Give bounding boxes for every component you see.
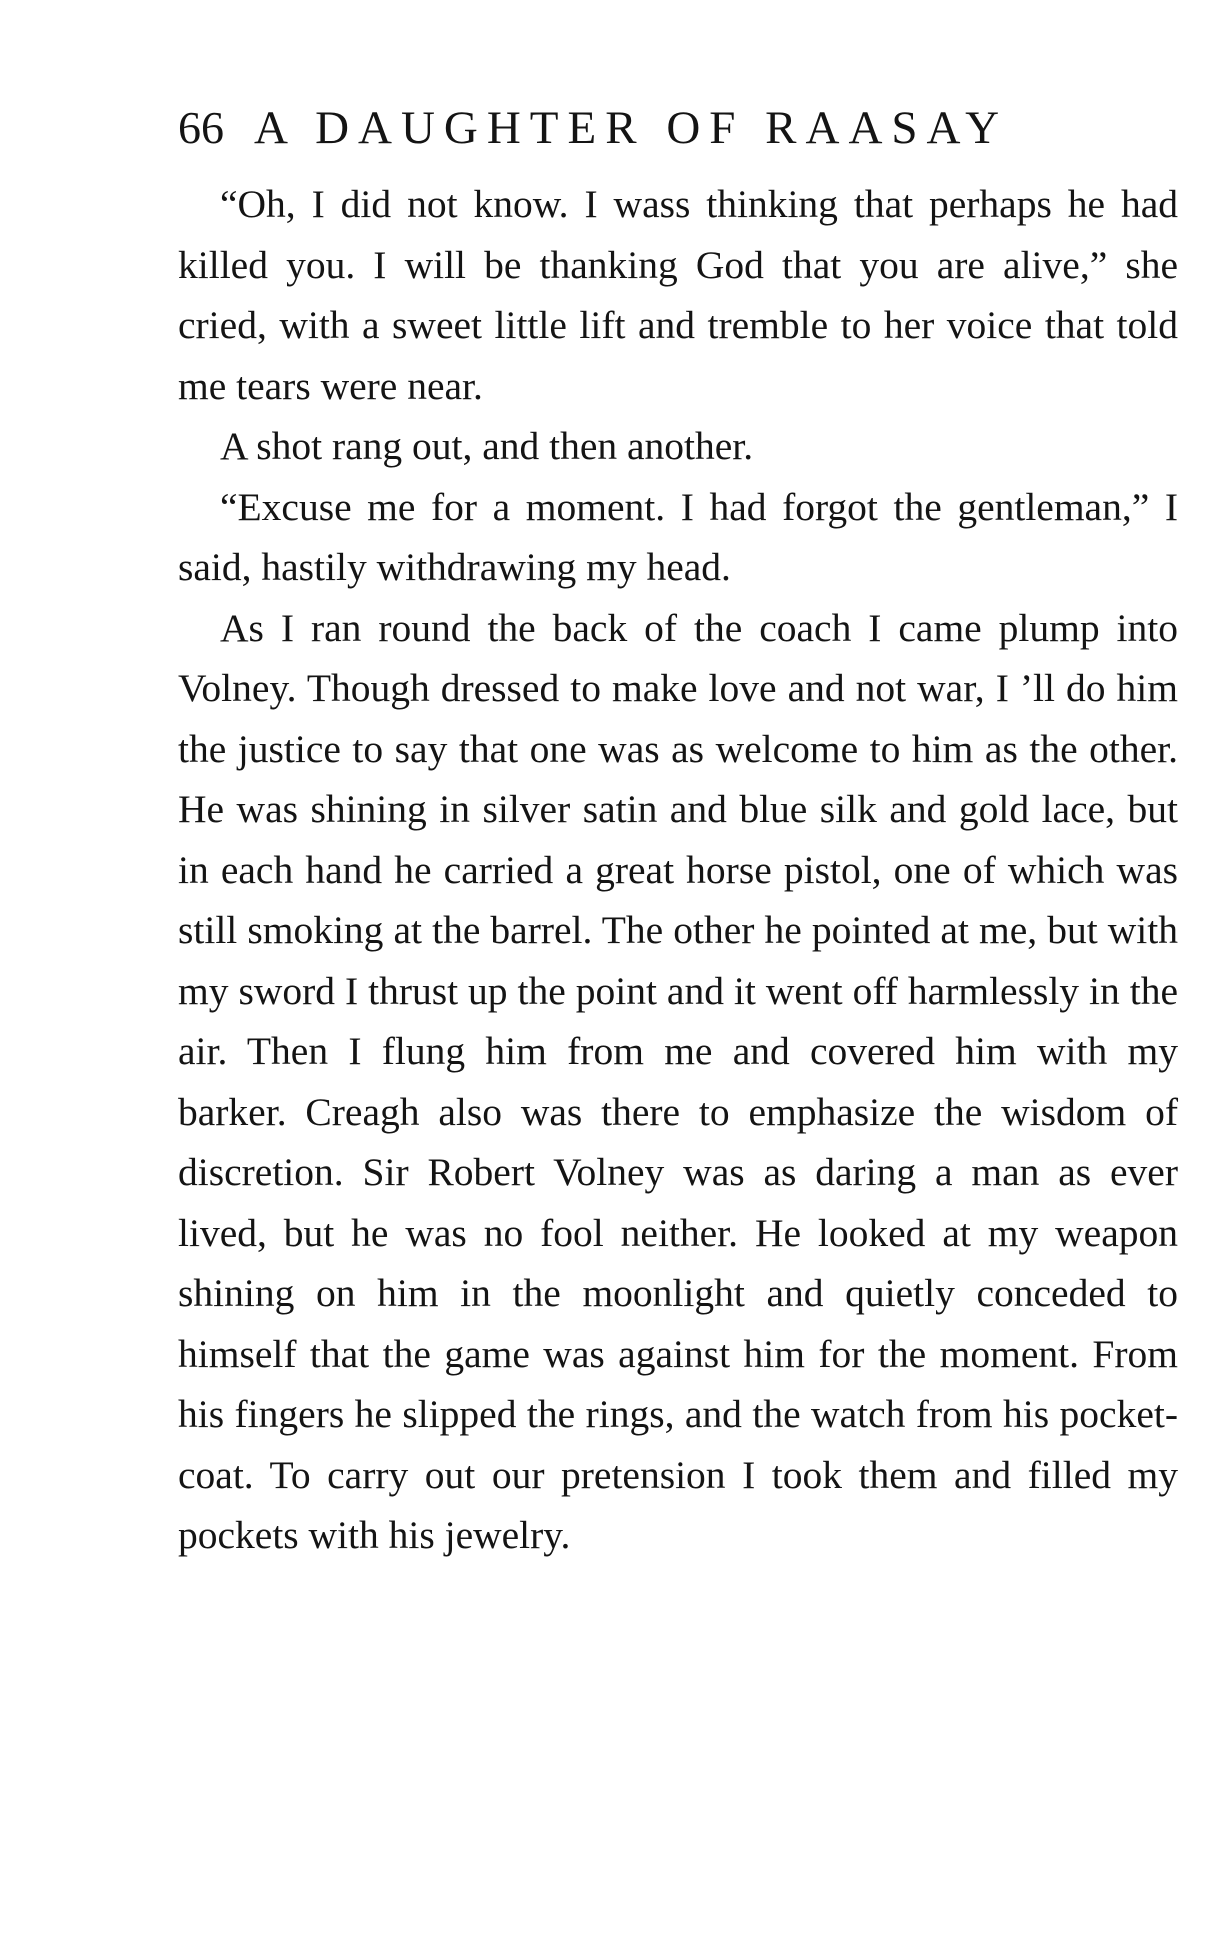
book-title: A DAUGHTER OF RAASAY [254, 102, 1009, 154]
page-number: 66 [178, 102, 224, 153]
running-head [178, 96, 1178, 160]
book-page [178, 96, 1178, 1566]
paragraph-dialogue-oh: “Oh, I did not know. I wass thinking that perhaps he had killed you. I will be thanking God that you are alive,” she cried, with a sweet little lift and tremble to her voice that told me tears were near. [178, 182, 1178, 408]
paragraph-excuse-me: “Excuse me for a moment. I had forgot the gentleman,” I said, hastily withdrawing my head. [178, 484, 1178, 589]
body-text [178, 174, 1178, 1566]
paragraph-shot-rang-out: A shot rang out, and then another. [220, 424, 754, 468]
paragraph-volney-encounter: As I ran round the back of the coach I came plump into Volney. Though dressed to make love and not war, I ’ll do him the justice to say that one was as welcome to him as the other. He was shining in silver satin and blue silk and gold lace, but in each hand he carried a great horse pistol, one of which was still smoking at the barrel. The other he pointed at me, but with my sword I thrust up the point and it went off harmlessly in the air. Then I flung him from me and covered him with my barker. Creagh also was there to emphasize the wisdom of discretion. Sir Robert Volney was as daring a man as ever lived, but he was no fool neither. He looked at my weapon shining on him in the moonlight and quietly conceded to himself that the game was against him for the moment. From his fingers he slipped the rings, and the watch from his pocket-coat. To carry out our pretension I took them and filled my pockets with his jewelry. [178, 605, 1178, 1557]
